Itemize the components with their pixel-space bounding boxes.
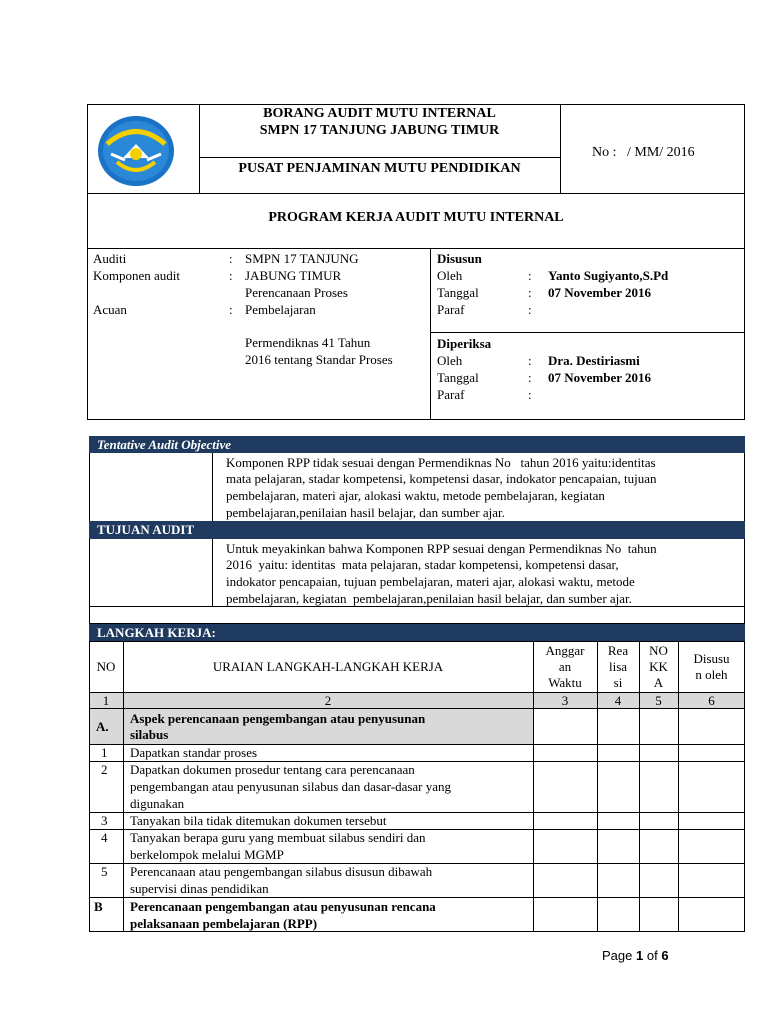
diperiksa-oleh-sep: : [528, 353, 532, 368]
row-1-no: 1 [101, 745, 108, 760]
col-line-1 [123, 641, 124, 932]
row-a-text-2: silabus [130, 727, 169, 742]
program-title: PROGRAM KERJA AUDIT MUTU INTERNAL [268, 210, 564, 225]
acuan-value-1: Permendiknas 41 Tahun [245, 335, 371, 350]
num-6: 6 [708, 693, 715, 708]
komponen-sep: : [229, 268, 233, 283]
diperiksa-paraf-sep: : [528, 387, 532, 402]
tujuan-divider [212, 539, 213, 606]
document-number: No : / MM/ 2016 [592, 145, 695, 160]
tujuan-line-2: 2016 yaitu: identitas mata pelajaran, stadar kompetensi, kompetensi dasar, [226, 557, 619, 572]
header-mid-line [199, 157, 560, 158]
col-header-realisasi-3: si [613, 675, 623, 690]
col-header-nokka-3: A [653, 675, 664, 690]
header-title-1: BORANG AUDIT MUTU INTERNAL [263, 106, 496, 121]
num-4: 4 [614, 693, 622, 708]
row-5-text-1: Perencanaan atau pengembangan silabus disusun dibawah [130, 864, 433, 879]
school-logo [95, 114, 177, 188]
num-1: 1 [102, 693, 110, 708]
diperiksa-tanggal-label: Tanggal [437, 370, 479, 385]
disusun-tanggal-label: Tanggal [437, 285, 479, 300]
objective-line-1: Komponen RPP tidak sesuai dengan Permendiknas No tahun 2016 yaitu:identitas [226, 455, 656, 470]
row-4-text-2: berkelompok melalui MGMP [130, 847, 284, 862]
row-1-text-1: Dapatkan standar proses [130, 745, 258, 760]
page-prefix: Page [602, 948, 633, 963]
page-indicator [602, 948, 669, 963]
col-header-nokka-2: KK [649, 659, 668, 674]
objective-title: Tentative Audit Objective [97, 437, 232, 452]
row-3-text-1: Tanyakan bila tidak ditemukan dokumen tersebut [130, 813, 387, 828]
page-of: of [646, 948, 658, 963]
header-center-title: PUSAT PENJAMINAN MUTU PENDIDIKAN [238, 161, 521, 176]
objective-line-2: mata pelajaran, stadar kompetensi, kompetensi dasar, indokator pencapaian, tujuan [226, 471, 657, 486]
num-5: 5 [655, 693, 662, 708]
col-header-disusun-2: n oleh [695, 667, 728, 682]
diperiksa-oleh-label: Oleh [437, 353, 463, 368]
acuan-label: Acuan [93, 302, 127, 317]
row-4-no: 4 [101, 830, 108, 845]
col-header-anggaran-2: an [558, 659, 572, 674]
auditi-label: Auditi [93, 251, 127, 266]
komponen-value-1: Perencanaan Proses [245, 285, 348, 300]
disusun-oleh-label: Oleh [437, 268, 463, 283]
col-line-5 [678, 641, 679, 932]
objective-header [89, 436, 745, 453]
objective-divider [212, 453, 213, 521]
diperiksa-oleh-value: Dra. Destiriasmi [548, 353, 640, 368]
disusun-paraf-sep: : [528, 302, 532, 317]
objective-line-3: pembelajaran, materi ajar, alokasi waktu, metode pembelajaran, kegiatan [226, 488, 605, 503]
komponen-label: Komponen audit [93, 268, 181, 283]
col-header-no: NO [96, 659, 116, 674]
col-header-realisasi-1: Rea [607, 643, 629, 658]
col-header-uraian: URAIAN LANGKAH-LANGKAH KERJA [212, 659, 444, 674]
diperiksa-title: Diperiksa [437, 336, 492, 351]
info-divider [430, 248, 431, 420]
tujuan-bottom-line [89, 606, 745, 607]
info-mid-line [430, 332, 745, 333]
row-2-text-1: Dapatkan dokumen prosedur tentang cara perencanaan [130, 762, 415, 777]
row-4-text-1: Tanyakan berapa guru yang membuat silabus sendiri dan [130, 830, 426, 845]
col-header-nokka-1: NO [649, 643, 668, 658]
row-b-text-2: pelaksanaan pembelajaran (RPP) [130, 916, 318, 931]
disusun-oleh-sep: : [528, 268, 532, 283]
row-2-text-3: digunakan [130, 796, 185, 811]
disusun-tanggal-sep: : [528, 285, 532, 300]
row-a-text-1: Aspek perencanaan pengembangan atau penyusunan [130, 711, 426, 726]
header-bottom-line [87, 193, 745, 194]
program-bottom-line [87, 248, 745, 249]
disusun-oleh-value: Yanto Sugiyanto,S.Pd [548, 268, 669, 283]
page-total: 6 [661, 948, 669, 963]
col-header-anggaran-3: Waktu [548, 675, 582, 690]
header-title-2: SMPN 17 TANJUNG JABUNG TIMUR [259, 123, 500, 138]
row-2-no: 2 [101, 762, 108, 777]
auditi-value-1: SMPN 17 TANJUNG [245, 251, 359, 266]
row-2-text-2: pengembangan atau penyusunan silabus dan dasar-dasar yang [130, 779, 452, 794]
col-header-anggaran-1: Anggar [545, 643, 585, 658]
diperiksa-tanggal-value: 07 November 2016 [548, 370, 652, 385]
diperiksa-tanggal-sep: : [528, 370, 532, 385]
auditi-sep: : [229, 251, 233, 266]
row-5-no: 5 [101, 864, 108, 879]
tujuan-title: TUJUAN AUDIT [97, 522, 195, 537]
diperiksa-paraf-label: Paraf [437, 387, 465, 402]
acuan-value-2: 2016 tentang Standar Proses [245, 352, 393, 367]
row-3-no: 3 [101, 813, 108, 828]
row-b-text-1: Perencanaan pengembangan atau penyusunan rencana [130, 899, 436, 914]
langkah-title: LANGKAH KERJA: [97, 625, 216, 640]
langkah-header [89, 624, 745, 641]
num-3: 3 [561, 693, 569, 708]
tujuan-line-4: pembelajaran, kegiatan pembelajaran,penilaian hasil belajar, dan sumber ajar. [226, 591, 632, 606]
auditi-value-2: JABUNG TIMUR [245, 268, 342, 283]
header-divider-right [560, 104, 561, 193]
page-number: 1 [636, 948, 644, 963]
acuan-sep: : [229, 302, 233, 317]
row-b-no: B [94, 899, 103, 914]
disusun-tanggal-value: 07 November 2016 [548, 285, 652, 300]
col-header-realisasi-2: lisa [608, 659, 628, 674]
num-2: 2 [324, 693, 332, 708]
col-header-disusun-1: Disusu [693, 651, 730, 666]
disusun-paraf-label: Paraf [437, 302, 465, 317]
disusun-title: Disusun [437, 251, 482, 266]
objective-line-4: pembelajaran,penilaian hasil belajar, dan sumber ajar. [226, 505, 505, 520]
tujuan-header [89, 521, 745, 539]
tujuan-line-3: indokator pencapaian, tujuan pembelajaran, materi ajar, alokasi waktu, metode [226, 574, 635, 589]
row-5-text-2: supervisi dinas pendidikan [130, 881, 269, 896]
komponen-value-2: Pembelajaran [245, 302, 316, 317]
tujuan-line-1: Untuk meyakinkan bahwa Komponen RPP sesuai dengan Permendiknas No tahun [226, 541, 657, 556]
row-a-no: A. [96, 719, 109, 734]
row-line-5 [89, 897, 745, 898]
